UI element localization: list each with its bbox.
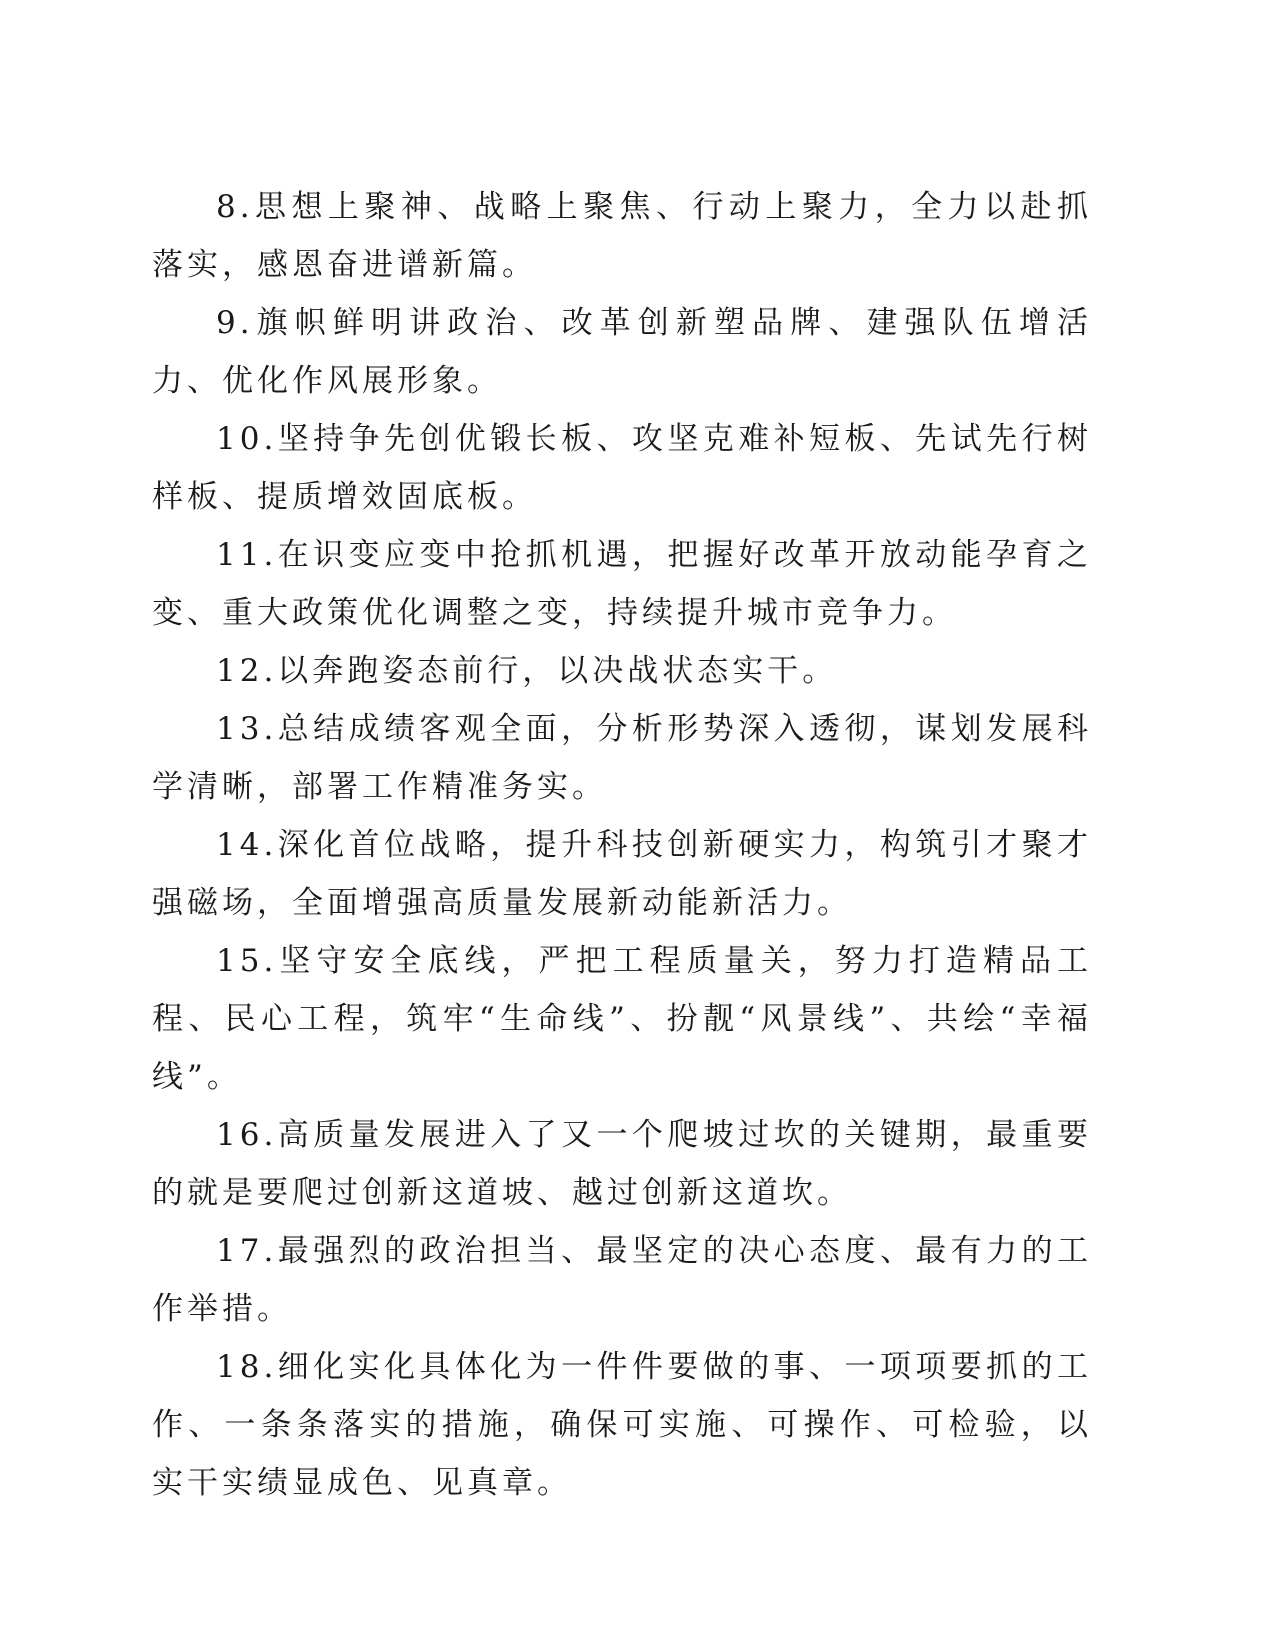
paragraph-16: 16.高质量发展进入了又一个爬坡过坎的关键期，最重要的就是要爬过创新这道坡、越过创新这道坎。 bbox=[152, 1117, 1092, 1211]
paragraph-14: 14.深化首位战略，提升科技创新硬实力，构筑引才聚才强磁场，全面增强高质量发展新动能新活力。 bbox=[152, 827, 1092, 921]
paragraph-17: 17.最强烈的政治担当、最坚定的决心态度、最有力的工作举措。 bbox=[152, 1233, 1092, 1327]
document-body bbox=[152, 178, 1092, 1512]
paragraph-10: 10.坚持争先创优锻长板、攻坚克难补短板、先试先行树样板、提质增效固底板。 bbox=[152, 421, 1092, 515]
paragraph-12: 12.以奔跑姿态前行，以决战状态实干。 bbox=[216, 653, 838, 689]
paragraph-11: 11.在识变应变中抢抓机遇，把握好改革开放动能孕育之变、重大政策优化调整之变，持续提升城市竞争力。 bbox=[152, 537, 1092, 631]
paragraph-18: 18.细化实化具体化为一件件要做的事、一项项要抓的工作、一条条落实的措施，确保可实施、可操作、可检验，以实干实绩显成色、见真章。 bbox=[152, 1349, 1092, 1501]
paragraph-8: 8.思想上聚神、战略上聚焦、行动上聚力，全力以赴抓落实，感恩奋进谱新篇。 bbox=[152, 189, 1092, 283]
paragraph-15: 15.坚守安全底线，严把工程质量关，努力打造精品工程、民心工程，筑牢“生命线”、扮靓“风景线”、共绘“幸福线”。 bbox=[152, 943, 1092, 1095]
paragraph-13: 13.总结成绩客观全面，分析形势深入透彻，谋划发展科学清晰，部署工作精准务实。 bbox=[152, 711, 1092, 805]
paragraph-9: 9.旗帜鲜明讲政治、改革创新塑品牌、建强队伍增活力、优化作风展形象。 bbox=[152, 305, 1092, 399]
